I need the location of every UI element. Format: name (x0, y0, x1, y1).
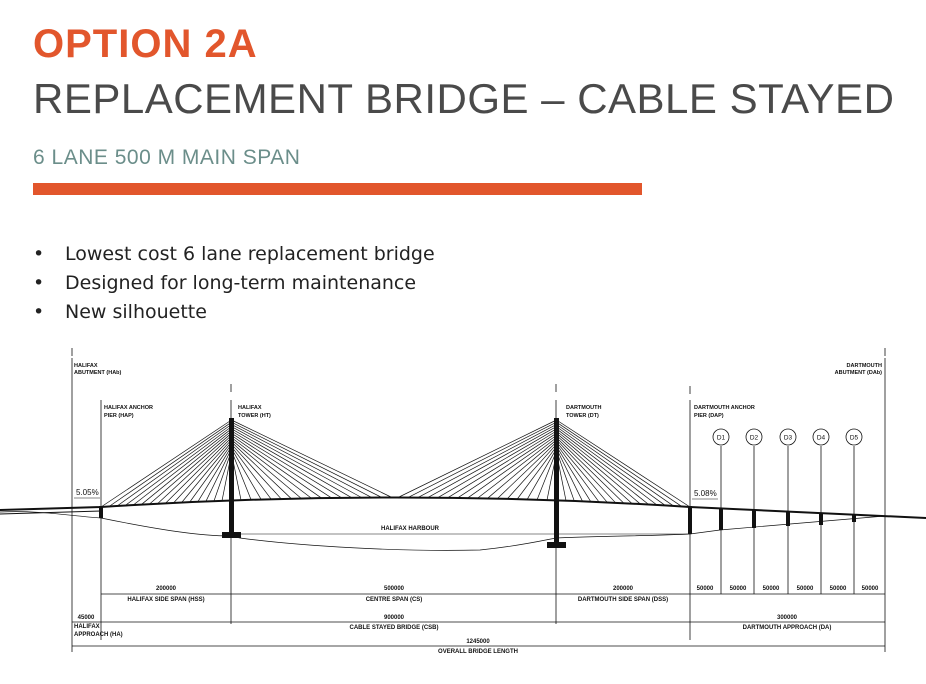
bullet-item: • Designed for long-term maintenance (33, 269, 435, 298)
span-cs-value: 500000 (383, 586, 405, 592)
approach-span-value: 50000 (729, 586, 747, 592)
dartmouth-abutment-label: ABUTMENT (DAb) (834, 370, 882, 376)
span-dss-label: DARTMOUTH SIDE SPAN (DSS) (577, 597, 669, 603)
dartmouth-tower-label: DARTMOUTH (566, 405, 602, 411)
grid-lines (72, 358, 885, 652)
pier-label-d5: D5 (849, 434, 859, 442)
accent-rule (33, 183, 642, 195)
bullet-list (33, 240, 435, 327)
halifax-abutment-label: HALIFAX (74, 363, 98, 369)
approach-span-value: 50000 (829, 586, 847, 592)
csb-label: CABLE STAYED BRIDGE (CSB) (349, 625, 439, 631)
approach-span-value: 50000 (861, 586, 879, 592)
stay-cables (101, 420, 690, 507)
span-cs-label: CENTRE SPAN (CS) (365, 597, 423, 603)
pier-label-d1: D1 (716, 434, 726, 442)
halifax-approach-label: APPROACH (HA) (74, 632, 123, 638)
overall-length-label: OVERALL BRIDGE LENGTH (438, 649, 518, 655)
option-title: OPTION 2A (33, 22, 258, 66)
harbour-label: HALIFAX HARBOUR (381, 526, 439, 532)
pier-label-d3: D3 (783, 434, 793, 442)
da-label: DARTMOUTH APPROACH (DA) (742, 625, 832, 631)
bridge-type-subtitle: REPLACEMENT BRIDGE – CABLE STAYED (33, 75, 895, 122)
dartmouth-anchor-pier-label: DARTMOUTH ANCHOR (694, 405, 755, 411)
span-dss-value: 200000 (612, 586, 634, 592)
span-caption: 6 LANE 500 M MAIN SPAN (33, 146, 301, 169)
halifax-anchor-pier-label: PIER (HAP) (104, 413, 134, 419)
pier-label-d2: D2 (749, 434, 759, 442)
halifax-tower-label: HALIFAX (238, 405, 262, 411)
approach-span-value: 50000 (796, 586, 814, 592)
grade-right-label: 5.08% (694, 489, 717, 498)
pier-label-d4: D4 (816, 434, 826, 442)
approach-span-value: 50000 (762, 586, 780, 592)
halifax-tower-label: TOWER (HT) (238, 413, 271, 419)
approach-span-value: 50000 (696, 586, 714, 592)
dartmouth-anchor-pier-label: PIER (DAP) (694, 413, 724, 419)
halifax-anchor-pier-label: HALIFAX ANCHOR (104, 405, 153, 411)
bullet-item: • Lowest cost 6 lane replacement bridge (33, 240, 435, 269)
overall-length-value: 1245000 (466, 639, 490, 645)
dartmouth-tower-label: TOWER (DT) (566, 413, 599, 419)
halifax-approach-label: HALIFAX (74, 624, 100, 630)
dartmouth-abutment-label: DARTMOUTH (846, 363, 882, 369)
approach-piers (719, 508, 856, 530)
span-hss-value: 200000 (155, 586, 177, 592)
centerline-markers (72, 348, 885, 394)
bullet-item: • New silhouette (33, 298, 435, 327)
da-value: 300000 (776, 615, 798, 621)
halifax-approach-value: 45000 (77, 615, 95, 621)
bridge-elevation-drawing (0, 340, 926, 670)
halifax-abutment-label: ABUTMENT (HAb) (74, 370, 122, 376)
csb-value: 900000 (383, 615, 405, 621)
grade-left-label: 5.05% (76, 488, 99, 497)
span-hss-label: HALIFAX SIDE SPAN (HSS) (127, 597, 205, 603)
